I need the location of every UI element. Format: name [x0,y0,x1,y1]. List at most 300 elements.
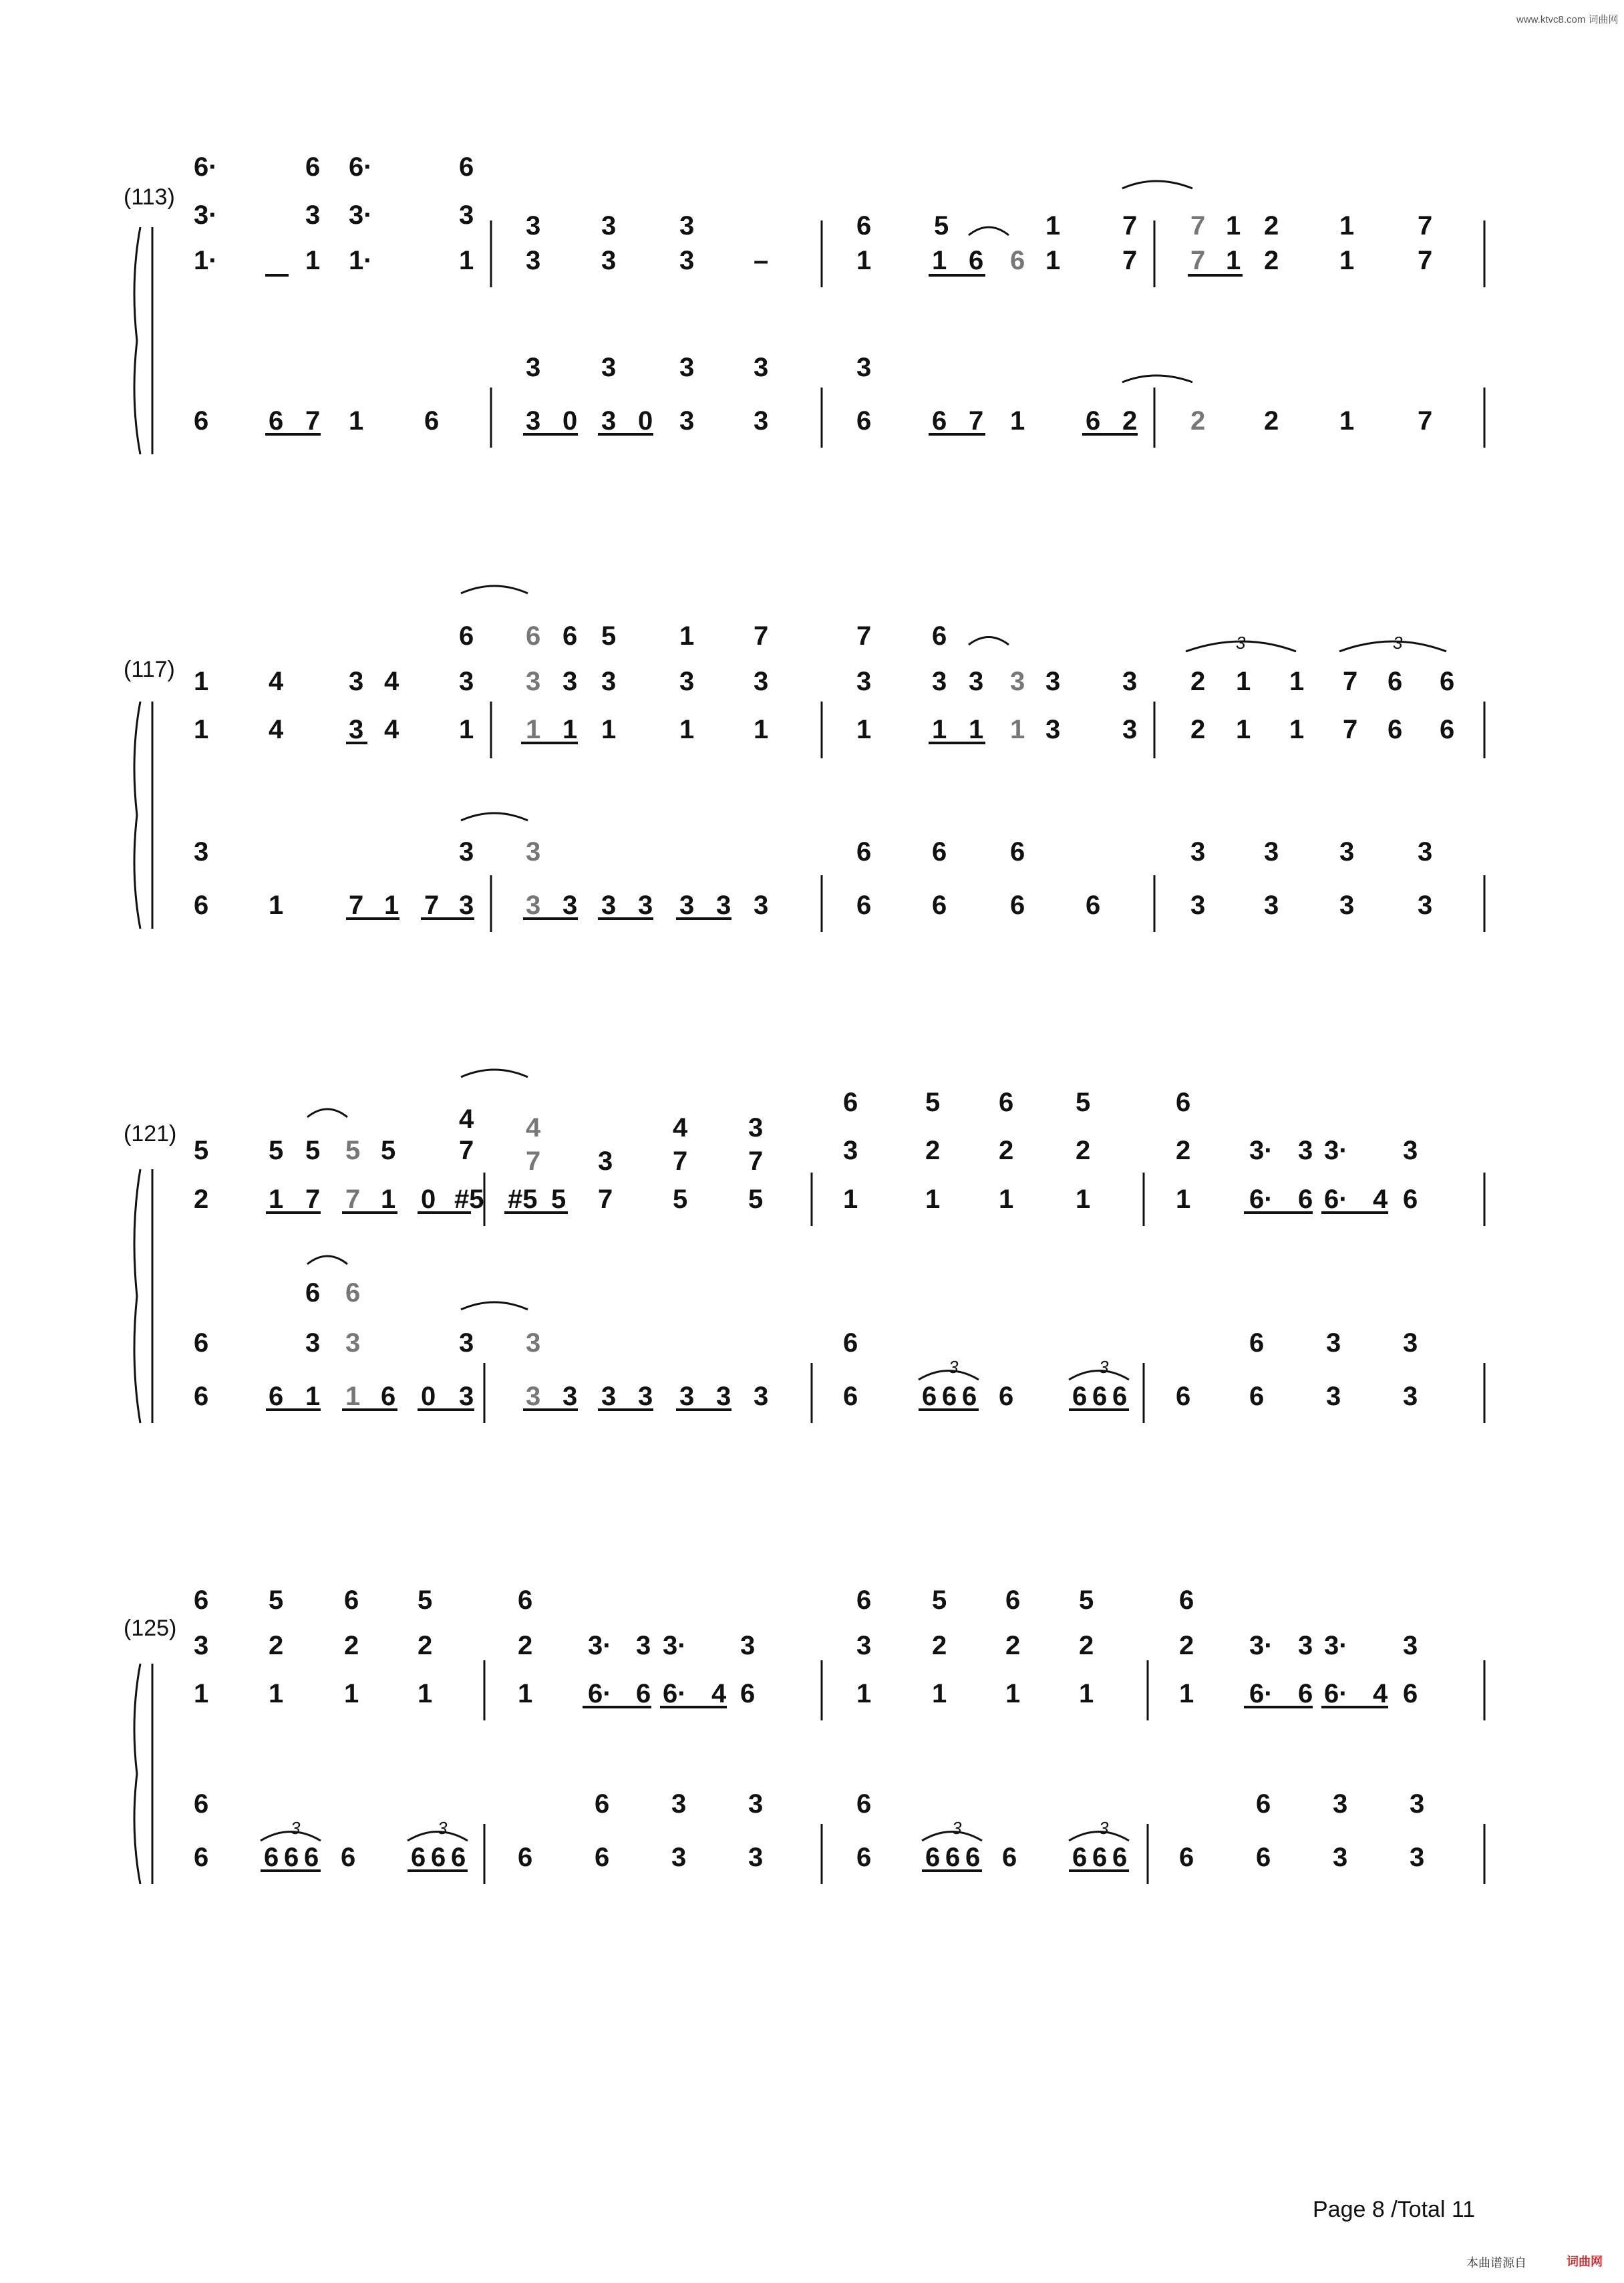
treble-note: 3 [305,200,321,230]
treble-note: 7 [345,1185,361,1214]
treble-note: 7 [1418,246,1433,275]
treble-note: 5 [925,1088,941,1117]
treble-note: 6· [663,1679,687,1708]
treble-note: 3· [663,1631,687,1660]
bass-note: 6 [843,1328,858,1358]
treble-note: 6 [1298,1679,1313,1708]
bass-note: 6 [1010,837,1025,867]
treble-note: 6 [856,211,872,241]
bass-note: 6 [1249,1328,1265,1358]
treble-note: 1 [679,715,695,744]
treble-note: 1· [349,246,373,275]
bass-note: 3 [679,1382,695,1411]
treble-note: 4 [269,667,284,696]
treble-note: 1 [194,667,209,696]
treble-note: 2 [1079,1631,1094,1660]
treble-note: 6 [1010,246,1025,275]
bass-note: 6 [269,1382,284,1411]
bass-note: 3 [1190,837,1206,867]
measure-number-121: (121) [124,1121,177,1147]
treble-note: 6 [636,1679,651,1708]
bass-note: 6 [962,1382,977,1411]
treble-note: #5 [454,1185,484,1214]
treble-note: 7 [1122,246,1138,275]
treble-note: 1 [999,1185,1014,1214]
treble-note: 6 [1179,1585,1194,1615]
bass-note: 3 [679,406,695,436]
bass-note: 6 [194,1328,209,1358]
treble-note: 7 [856,621,872,651]
treble-note: 1 [418,1679,433,1708]
bass-note: 2 [1264,406,1279,436]
treble-note: 1 [1289,715,1305,744]
treble-note: 7 [748,1147,764,1176]
treble-note: 6 [932,621,947,651]
bass-note: 6 [595,1789,610,1819]
bass-note: 6 [381,1382,396,1411]
bass-note: 6 [1112,1843,1128,1872]
triplet-mark: 3 [949,1357,959,1377]
treble-note: 2 [932,1631,947,1660]
treble-note: 3· [1324,1631,1348,1660]
treble-note: 1 [562,715,578,744]
bass-note: 3 [1418,891,1433,920]
bass-note: 0 [562,406,578,436]
bass-note: 3 [748,1789,764,1819]
treble-note: 6· [588,1679,612,1708]
bass-note: 3 [459,1382,474,1411]
bass-note: 3 [671,1789,687,1819]
bass-note: 6 [1092,1843,1108,1872]
treble-note: 5 [551,1185,566,1214]
bass-note: 7 [349,891,364,920]
treble-note: 0 [421,1185,436,1214]
treble-note: 3 [526,246,541,275]
treble-note: 1 [1236,667,1251,696]
bass-note: 6 [194,1382,209,1411]
treble-note: 3 [1298,1631,1313,1660]
treble-note: 5 [934,211,949,241]
treble-note: 1 [932,1679,947,1708]
treble-note: 2 [1264,246,1279,275]
bass-note: 3 [526,353,541,382]
treble-note: 6 [1388,667,1403,696]
treble-note: 1 [1076,1185,1091,1214]
treble-note: 1 [518,1679,533,1708]
treble-note: 1 [1079,1679,1094,1708]
treble-note: 5 [345,1136,361,1165]
treble-note: 3· [1249,1631,1273,1660]
treble-note: 2 [269,1631,284,1660]
treble-note: 3 [1010,667,1025,696]
bass-note: 3 [601,1382,617,1411]
treble-note: 6 [843,1088,858,1117]
bass-note: 3 [526,406,541,436]
treble-note: 1 [459,715,474,744]
treble-note: 3 [459,200,474,230]
bass-note: 3 [1410,1789,1425,1819]
bass-note: 7 [305,406,321,436]
bass-note: 0 [638,406,653,436]
treble-note: 3 [1403,1136,1418,1165]
bass-note: 3 [601,406,617,436]
bass-note: 1 [305,1382,321,1411]
treble-note: 7 [754,621,769,651]
bass-note: 3 [526,891,541,920]
bass-note: 6 [856,1789,872,1819]
bass-note: 3 [754,406,769,436]
treble-note: 1 [305,246,321,275]
treble-note: 3 [601,246,617,275]
treble-note: 7 [459,1136,474,1165]
treble-note: 1 [344,1679,359,1708]
bass-note: 3 [1339,891,1355,920]
bass-note: 3 [679,353,695,382]
bass-note: 7 [1418,406,1433,436]
bass-note: 6 [999,1382,1014,1411]
bass-note: 6 [1112,1382,1128,1411]
treble-note: 3 [601,211,617,241]
bass-note: 6 [194,1843,209,1872]
treble-note: 2 [418,1631,433,1660]
bass-note: 3 [562,1382,578,1411]
treble-note: 1 [932,715,947,744]
bass-note: 3 [526,837,541,867]
treble-note: 3 [856,1631,872,1660]
bass-note: 3 [1333,1843,1348,1872]
treble-note: 5 [305,1136,321,1165]
treble-note: 4 [384,667,399,696]
treble-note: 4 [673,1113,688,1143]
bass-note: 3 [526,1328,541,1358]
treble-note: 6 [459,621,474,651]
bass-note: 6 [1086,891,1101,920]
bass-note: 3 [1339,837,1355,867]
treble-note: 6 [459,152,474,182]
treble-note: 1 [856,1679,872,1708]
bass-note: 3 [601,891,617,920]
treble-note: 2 [1190,667,1206,696]
bass-note: 1 [1339,406,1355,436]
treble-note: 5 [269,1585,284,1615]
treble-note: 6 [1403,1185,1418,1214]
bass-note: 3 [1264,891,1279,920]
measure-number-113: (113) [124,184,175,210]
treble-note: 1 [1005,1679,1021,1708]
treble-note: 3 [679,211,695,241]
bass-note: 6 [922,1382,937,1411]
treble-note: 1 [843,1185,858,1214]
bass-note: 3 [1418,837,1433,867]
treble-note: 3· [588,1631,612,1660]
treble-note: 2 [1176,1136,1191,1165]
bass-note: 3 [305,1328,321,1358]
bass-note: 6 [1249,1382,1265,1411]
bass-note: 1 [1010,406,1025,436]
bass-note: 6 [424,406,440,436]
bass-note: 3 [671,1843,687,1872]
triplet-mark: 3 [1099,1818,1109,1838]
bass-note: 6 [1256,1789,1271,1819]
treble-note: 3· [1249,1136,1273,1165]
treble-note: 5 [748,1185,764,1214]
treble-note: 6 [999,1088,1014,1117]
treble-note: 6 [1298,1185,1313,1214]
treble-note: 6 [526,621,541,651]
treble-note: 3 [754,667,769,696]
bass-note: 3 [562,891,578,920]
bass-note: 6 [1086,406,1101,436]
triplet-mark: 3 [438,1818,448,1838]
bass-note: 6 [518,1843,533,1872]
treble-note: 6 [1388,715,1403,744]
treble-note: 3 [740,1631,756,1660]
bass-note: 6 [341,1843,356,1872]
treble-note: 3 [636,1631,651,1660]
treble-note: – [754,246,769,275]
bass-note: 6 [194,891,209,920]
bass-note: 1 [384,891,399,920]
bass-note: 6 [856,837,872,867]
bass-note: 3 [459,1328,474,1358]
treble-note: 2 [1179,1631,1194,1660]
bass-note: 6 [595,1843,610,1872]
bass-note: 6 [194,1789,209,1819]
treble-note: 6 [1005,1585,1021,1615]
measure-number-125: (125) [124,1616,177,1641]
bass-note: 3 [601,353,617,382]
treble-note: 3 [349,715,364,744]
bass-note: 1 [269,891,284,920]
treble-note: 3 [1122,667,1138,696]
treble-note: 4 [711,1679,727,1708]
treble-note: 6 [562,621,578,651]
bass-note: 1 [349,406,364,436]
treble-note: 7 [1190,246,1206,275]
bass-note: 6 [1256,1843,1271,1872]
bass-note: 3 [1410,1843,1425,1872]
triplet-mark: 3 [1236,633,1246,653]
treble-note: 2 [1190,715,1206,744]
bass-note: 6 [305,1278,321,1308]
bass-note: 3 [194,837,209,867]
bass-note: 6 [345,1278,361,1308]
bass-note: 3 [679,891,695,920]
treble-note: 7 [526,1147,541,1176]
treble-note: 2 [194,1185,209,1214]
treble-note: 3 [562,667,578,696]
treble-note: 2 [925,1136,941,1165]
treble-note: 6 [1403,1679,1418,1708]
bass-note: 3 [1333,1789,1348,1819]
treble-note: 6 [344,1585,359,1615]
treble-note: 6 [969,246,984,275]
bass-note: 6 [1002,1843,1017,1872]
treble-note: 1 [269,1679,284,1708]
treble-note: 3· [194,200,218,230]
treble-note: 6· [1249,1185,1273,1214]
treble-note: 6 [194,1585,209,1615]
credit-logo: 词曲网 [1567,2255,1603,2268]
treble-note: 5 [932,1585,947,1615]
treble-note: 6 [518,1585,533,1615]
treble-note: 1 [459,246,474,275]
treble-note: #5 [508,1185,538,1214]
treble-note: 1 [856,246,872,275]
treble-note: 1 [526,715,541,744]
treble-note: 6· [1324,1185,1348,1214]
treble-note: 3 [194,1631,209,1660]
treble-note: 4 [269,715,284,744]
bass-note: 6 [856,1843,872,1872]
bass-note: 3 [1326,1328,1341,1358]
bass-note: 3 [1264,837,1279,867]
treble-note: 4 [384,715,399,744]
bass-note: 6 [1072,1382,1088,1411]
bass-note: 6 [856,891,872,920]
treble-note: 5 [601,621,617,651]
bass-note: 1 [345,1382,361,1411]
treble-note: 6· [349,152,373,182]
treble-note: 1 [856,715,872,744]
bass-note: 3 [1190,891,1206,920]
treble-note: 6 [1440,667,1455,696]
treble-note: 2 [1264,211,1279,241]
treble-note: 3 [748,1113,764,1143]
bass-note: 3 [716,1382,732,1411]
treble-note: 3 [679,667,695,696]
treble-note: 1 [1226,246,1241,275]
treble-note: 7 [598,1185,613,1214]
treble-note: 1 [969,715,984,744]
treble-note: 1 [194,1679,209,1708]
treble-note: 3 [856,667,872,696]
bass-note: 6 [965,1843,981,1872]
treble-note: 1· [194,246,218,275]
bass-note: 3 [748,1843,764,1872]
treble-note: 7 [1122,211,1138,241]
treble-note: 4 [526,1113,541,1143]
treble-note: 6 [856,1585,872,1615]
treble-note: 5 [1076,1088,1091,1117]
treble-note: 7 [673,1147,688,1176]
bass-note: 6 [1092,1382,1108,1411]
bass-note: 6 [284,1843,299,1872]
bass-note: 7 [969,406,984,436]
treble-note: 2 [1005,1631,1021,1660]
treble-note: 6· [1324,1679,1348,1708]
page-indicator: Page 8 /Total 11 [1313,2197,1476,2222]
treble-note: 3· [1324,1136,1348,1165]
triplet-mark: 3 [291,1818,301,1838]
treble-note: 1 [1339,246,1355,275]
bass-note: 6 [925,1843,941,1872]
treble-note: 3 [1298,1136,1313,1165]
treble-note: 3 [679,246,695,275]
treble-note: 7 [1343,667,1358,696]
treble-note: 1 [1010,715,1025,744]
bass-note: 3 [1326,1382,1341,1411]
treble-note: 2 [518,1631,533,1660]
treble-note: 7 [1418,211,1433,241]
treble-note: 1 [1176,1185,1191,1214]
treble-note: 3 [526,211,541,241]
treble-note: 1 [194,715,209,744]
bass-note: 3 [754,891,769,920]
bass-note: 6 [194,406,209,436]
bass-note: 3 [716,891,732,920]
bass-note: 3 [754,353,769,382]
bass-note: 6 [856,406,872,436]
treble-note: 1 [1236,715,1251,744]
credit-text: 本曲谱源自 [1466,2256,1526,2270]
treble-note: 1 [754,715,769,744]
treble-note: 1 [1045,211,1061,241]
treble-note: 3 [1122,715,1138,744]
treble-note: 1 [1289,667,1305,696]
bass-note: 3 [638,891,653,920]
treble-note: 1 [932,246,947,275]
treble-note: 6 [1440,715,1455,744]
treble-note: 3 [1403,1631,1418,1660]
treble-note: 4 [1373,1185,1388,1214]
bass-note: 6 [1072,1843,1088,1872]
treble-note: 2 [1076,1136,1091,1165]
treble-note: 1 [1045,246,1061,275]
treble-note: 5 [418,1585,433,1615]
treble-note: 5 [381,1136,396,1165]
triplet-mark: 3 [1099,1357,1109,1377]
treble-note: 3 [1045,715,1061,744]
treble-note: 1 [679,621,695,651]
bass-note: 2 [1122,406,1138,436]
bass-note: 3 [1403,1328,1418,1358]
bass-note: 6 [451,1843,466,1872]
treble-note: 6 [1176,1088,1191,1117]
bass-note: 3 [459,891,474,920]
site-header-text: www.ktvc8.com 词曲网 [1516,14,1619,25]
triplet-mark: 3 [952,1818,962,1838]
bass-note: 0 [421,1382,436,1411]
treble-note: 3 [598,1147,613,1176]
treble-note: 6 [305,152,321,182]
bass-note: 6 [1179,1843,1194,1872]
treble-note: 3 [1045,667,1061,696]
treble-note: 1 [1226,211,1241,241]
bass-note: 6 [1176,1382,1191,1411]
treble-note: 4 [459,1104,474,1134]
bass-note: 6 [932,837,947,867]
treble-note: 6· [194,152,218,182]
bass-note: 3 [526,1382,541,1411]
treble-note: 3· [349,200,373,230]
treble-note: 1 [925,1185,941,1214]
bass-note: 6 [269,406,284,436]
bass-note: 6 [843,1382,858,1411]
bass-note: 6 [264,1843,279,1872]
bass-note: 6 [1010,891,1025,920]
treble-note: 3 [843,1136,858,1165]
treble-note: 4 [1373,1679,1388,1708]
bass-note: 3 [459,837,474,867]
treble-note: 1 [269,1185,284,1214]
treble-note: 3 [932,667,947,696]
treble-note: 3 [969,667,984,696]
treble-note: 3 [601,667,617,696]
bass-note: 3 [754,1382,769,1411]
treble-note: 7 [1190,211,1206,241]
bass-note: 3 [638,1382,653,1411]
